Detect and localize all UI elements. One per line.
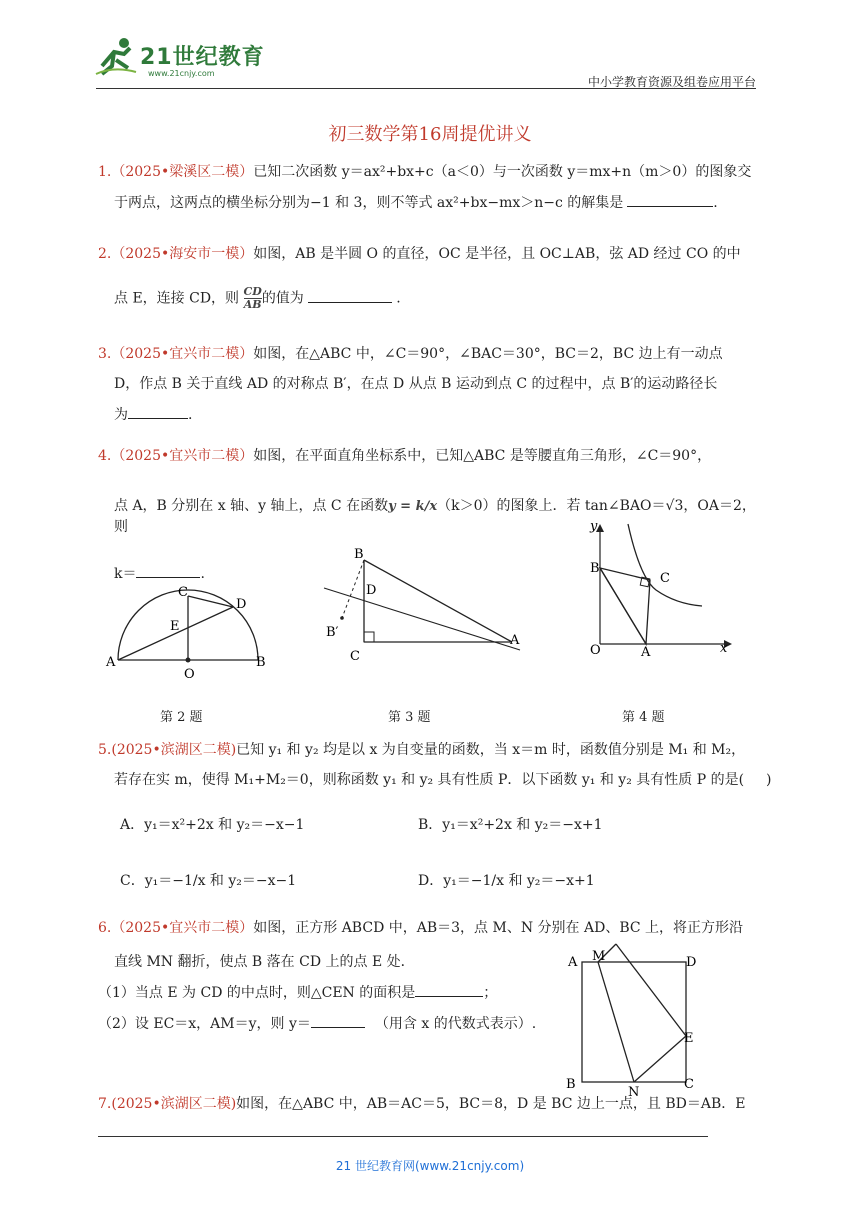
svg-text:C: C [178,585,188,600]
logo-url: www.21cnjy.com [148,69,215,78]
q2-number: 2. [98,246,112,262]
q5-number: 5. [98,742,112,758]
q7-number: 7. [98,1096,112,1112]
q3-source: （2025•宜兴市二模） [111,346,254,362]
svg-text:O: O [184,667,195,682]
svg-text:B′: B′ [326,625,339,640]
question-1: 1.（2025•梁溪区二模）已知二次函数 y＝ax²+bx+c（a＜0）与一次函数 y＝mx+n（m＞0）的图象交 于两点，这两点的横坐标分别为−1 和 3，则不等式 ax²+bx−mx＞n−c 的解集是 . [98,164,752,211]
svg-text:B: B [256,655,266,670]
q2-fraction [244,286,262,311]
q4-line1: 如图，在平面直角坐标系中，已知△ABC 是等腰直角三角形，∠C＝90°， [253,448,712,464]
svg-text:E: E [170,619,180,634]
q5-option-b[interactable]: B．y₁＝x²+2x 和 y₂＝−x+1 [418,817,603,833]
logo-text: 21世纪教育 [140,45,265,70]
page-title: 初三数学第16周提优讲义 [328,124,532,145]
svg-text:B: B [354,547,364,562]
q6-part2-end: （用含 x 的代数式表示）. [374,1016,537,1032]
figure-4-caption: 第 4 题 [622,710,665,725]
q5-line2: 若存在实 m，使得 M₁+M₂＝0，则称函数 y₁ 和 y₂ 具有性质 P．以下函数 y₁ 和 y₂ 具有性质 P 的是( [114,772,745,788]
footer-link[interactable]: 21 世纪教育网(www.21cnjy.com) [335,1159,525,1173]
logo [94,36,138,76]
q4-number: 4. [98,448,112,464]
q6-part1: （1）当点 E 为 CD 的中点时，则△CEN 的面积是 [98,985,416,1001]
q1-number: 1. [98,164,112,180]
q4-line2b: （k＞0）的图象上．若 tan∠BAO＝√3，OA＝2，则 [114,498,756,535]
q3-line1: 如图，在△ABC 中，∠C＝90°，∠BAC＝30°，BC＝2，BC 边上有一动点 [253,346,723,362]
svg-text:E: E [684,1031,694,1046]
q4-source: （2025•宜兴市二模） [111,448,254,464]
q4-answer-blank[interactable] [136,563,200,578]
svg-text:N: N [628,1085,640,1100]
q4-function: y = k/x [388,499,438,514]
svg-text:M: M [592,949,606,964]
svg-text:O: O [590,643,601,658]
q6-source: （2025•宜兴市二模） [111,920,254,936]
svg-text:C: C [350,649,360,664]
q7-source: (2025•滨湖区二模) [111,1096,237,1112]
q4-line2a: 点 A，B 分别在 x 轴、y 轴上，点 C 在函数 [114,498,389,514]
q5-option-d[interactable]: D．y₁＝−1/x 和 y₂＝−x+1 [418,873,595,889]
q2-line1: 如图，AB 是半圆 O 的直径，OC 是半径，且 OC⊥AB，弦 AD 经过 CO 的中 [253,246,741,262]
q5-paren-close: ) [766,772,772,788]
q3-answer-blank[interactable] [128,404,188,419]
q1-source: （2025•梁溪区二模） [111,164,254,180]
svg-text:A: A [641,645,651,660]
q3-line2: D，作点 B 关于直线 AD 的对称点 B′，在点 D 从点 B 运动到点 C 的过程中，点 B′的运动路径长 [114,376,718,392]
svg-text:D: D [236,597,247,612]
header-divider [96,88,756,89]
q2-line2a: 点 E，连接 CD，则 [114,290,240,307]
svg-text:B: B [590,561,600,576]
q5-option-c[interactable]: C．y₁＝−1/x 和 y₂＝−x−1 [120,873,297,889]
q7-line1: 如图，在△ABC 中，AB＝AC＝5，BC＝8，D 是 BC 边上一点，且 BD＝AB．E [236,1096,746,1112]
runner-logo-icon [94,36,138,76]
svg-text:A: A [106,655,116,670]
q6-part1-end: ； [483,985,498,1001]
figure-2-caption: 第 2 题 [160,710,203,725]
platform-name: 中小学教育资源及组卷应用平台 [587,75,756,89]
q3-line3: 为 [114,407,128,423]
figure-6-square [560,940,710,1100]
svg-text:B: B [566,1077,576,1092]
q2-line2b: 的值为 [261,290,304,307]
q1-line2: 于两点，这两点的横坐标分别为−1 和 3，则不等式 ax²+bx−mx＞n−c 的解集是 [114,195,624,211]
q6-part2: （2）设 EC＝x，AM＝y，则 y＝ [98,1016,311,1032]
question-5 [98,740,778,790]
q5-line1: 已知 y₁ 和 y₂ 均是以 x 为自变量的函数，当 x＝m 时，函数值分别是 M₁ 和 M₂， [236,742,746,758]
q2-frac-denominator: AB [243,298,262,311]
svg-text:y: y [590,519,598,534]
q6-line2: 直线 MN 翻折，使点 B 落在 CD 上的点 E 处． [114,954,415,970]
q2-source: （2025•海安市一模） [111,246,254,262]
svg-text:D: D [366,583,377,598]
footer-divider [98,1136,708,1137]
figure-2-semicircle [104,578,274,682]
q3-number: 3. [98,346,112,362]
svg-text:x: x [720,641,728,656]
q4-line3: k＝ [114,566,137,582]
q6-line1: 如图，正方形 ABCD 中，AB＝3，点 M、N 分别在 AD、BC 上，将正方形沿 [253,920,744,936]
q6-part2-blank[interactable] [311,1013,365,1028]
q2-answer-blank[interactable] [308,288,392,303]
svg-text:A: A [510,633,520,648]
question-4: 4.（2025•宜兴市二模）如图，在平面直角坐标系中，已知△ABC 是等腰直角三角形，∠C＝90°， 点 A，B 分别在 x 轴、y 轴上，点 C 在函数y = k/x（k＞0）的图象上．若 tan∠BAO＝√3，OA＝2，则 k＝ . [98,448,756,582]
svg-text:C: C [660,571,670,586]
q6-number: 6. [98,920,112,936]
figure-4-coordinates [584,520,744,660]
svg-text:C: C [684,1077,694,1092]
q1-answer-blank[interactable] [627,192,713,207]
q5-source: (2025•滨湖区二模) [111,742,237,758]
svg-text:A: A [568,955,578,970]
figure-3-triangle [320,546,530,666]
question-2: 2.（2025•海安市一模）如图，AB 是半圆 O 的直径，OC 是半径，且 OC⊥AB，弦 AD 经过 CO 的中 点 E，连接 CD，则 $\frac{CD}{AB}$ 的值为 . [98,246,741,311]
svg-text:D: D [686,955,697,970]
question-3: 3.（2025•宜兴市二模）如图，在△ABC 中，∠C＝90°，∠BAC＝30°，BC＝2，BC 边上有一动点 D，作点 B 关于直线 AD 的对称点 B′，在点 D 从点 B 运动到点 C 的过程中，点 B′的运动路径长 为 . [98,344,768,425]
question-7 [98,1094,778,1114]
q1-line1: 已知二次函数 y＝ax²+bx+c（a＜0）与一次函数 y＝mx+n（m＞0）的图象交 [253,164,752,180]
q5-option-a[interactable]: A．y₁＝x²+2x 和 y₂＝−x−1 [120,817,305,833]
q6-part1-blank[interactable] [415,982,483,997]
figure-3-caption: 第 3 题 [388,710,431,725]
q2-frac-numerator: CD [243,285,262,298]
